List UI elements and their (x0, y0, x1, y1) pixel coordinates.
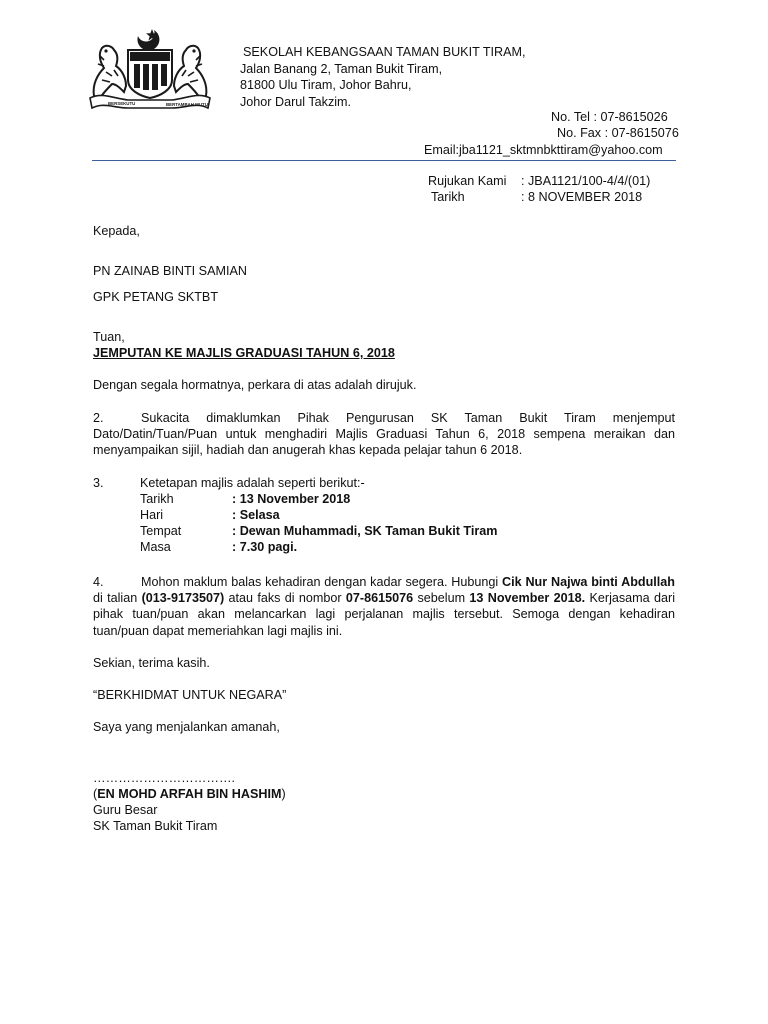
paragraph-2-number: 2. (93, 411, 104, 425)
recipient-kepada: Kepada, (93, 224, 140, 238)
signature-line: ……………………………. (93, 771, 236, 785)
reference-value: : JBA1121/100-4/4/(01) (521, 174, 651, 188)
detail-row-tarikh (140, 491, 350, 507)
paragraph-3-intro: Ketetapan majlis adalah seperti berikut:- (140, 476, 365, 490)
date-label: Tarikh (431, 190, 465, 204)
recipient-position: GPK PETANG SKTBT (93, 290, 219, 304)
recipient-name: PN ZAINAB BINTI SAMIAN (93, 264, 247, 278)
detail-row-masa (140, 539, 297, 555)
paragraph-4-text-5: Kerjasama dari pihak tuan/puan akan melancarkan lagi perjalanan majlis tersebut. Semoga dengan kehadiran tuan/puan dapat memeriahkan lagi majlis ini. (93, 591, 675, 638)
reply-deadline: 13 November 2018. (469, 591, 586, 606)
header-divider (92, 160, 676, 161)
salutation: Tuan, (93, 330, 125, 344)
signatory-paren-open: ( (93, 787, 98, 801)
crest-scroll-left: BERSEKUTU (108, 101, 136, 106)
detail-label: Hari (140, 508, 164, 522)
signatory-title: Guru Besar (93, 803, 158, 817)
email-address: Email:jba1121_sktmnbkttiram@yahoo.com (424, 143, 663, 157)
crest-scroll-right: BERTAMBAH MUTU (166, 102, 208, 107)
detail-label: Masa (140, 540, 171, 554)
paragraph-3-number: 3. (93, 476, 104, 490)
detail-label: Tempat (140, 524, 182, 538)
school-name: SEKOLAH KEBANGSAAN TAMAN BUKIT TIRAM, (243, 45, 526, 59)
paragraph-4 (93, 574, 675, 639)
address-line-3: Johor Darul Takzim. (240, 95, 352, 109)
detail-label: Tarikh (140, 492, 174, 506)
detail-value: : 13 November 2018 (232, 492, 351, 506)
signatory-paren-close: ) (281, 787, 286, 801)
detail-row-tempat (140, 523, 497, 539)
opening-line: Dengan segala hormatnya, perkara di atas adalah dirujuk. (93, 378, 417, 392)
signatory-block (93, 786, 286, 802)
paragraph-4-text-1: Mohon maklum balas kehadiran dengan kadar segera. Hubungi (141, 575, 503, 589)
detail-row-hari (140, 507, 280, 523)
paragraph-2 (93, 410, 675, 459)
contact-person-name: Cik Nur Najwa binti Abdullah (502, 575, 675, 589)
letter-subject: JEMPUTAN KE MAJLIS GRADUASI TAHUN 6, 2018 (93, 346, 395, 360)
paragraph-4-number: 4. (93, 575, 104, 589)
contact-phone: (013-9173507) (141, 591, 225, 606)
detail-value: : Dewan Muhammadi, SK Taman Bukit Tiram (232, 524, 498, 538)
paragraph-4-text-3: atau faks di nombor (224, 591, 346, 606)
paragraph-4-text-2: di talian (93, 591, 142, 606)
closing-trust: Saya yang menjalankan amanah, (93, 720, 280, 734)
contact-fax: 07-8615076 (345, 591, 414, 606)
address-line-1: Jalan Banang 2, Taman Bukit Tiram, (240, 62, 443, 76)
address-line-2: 81800 Ulu Tiram, Johor Bahru, (240, 78, 412, 92)
signatory-name: EN MOHD ARFAH BIN HASHIM (97, 787, 282, 801)
reference-label: Rujukan Kami (428, 174, 507, 188)
telephone-number: No. Tel : 07-8615026 (551, 110, 668, 124)
coat-of-arms-logo (88, 26, 212, 110)
detail-value: : 7.30 pagi. (232, 540, 298, 554)
closing-thanks: Sekian, terima kasih. (93, 656, 210, 670)
paragraph-2-text: Sukacita dimaklumkan Pihak Pengurusan SK Taman Bukit Tiram menjemput Dato/Datin/Tuan/Puan untuk menghadiri Majlis Graduasi Tahun 6, 2018 sempena meraikan dan menyampaikan sijil, hadiah dan anugerah khas kepada pelajar tahun 6 2018. (93, 411, 675, 458)
fax-number: No. Fax : 07-8615076 (557, 126, 679, 140)
closing-motto: “BERKHIDMAT UNTUK NEGARA” (93, 688, 287, 702)
detail-value: : Selasa (232, 508, 280, 522)
paragraph-4-text-4: sebelum (413, 591, 470, 606)
signatory-organisation: SK Taman Bukit Tiram (93, 819, 218, 833)
date-value: : 8 NOVEMBER 2018 (521, 190, 643, 204)
